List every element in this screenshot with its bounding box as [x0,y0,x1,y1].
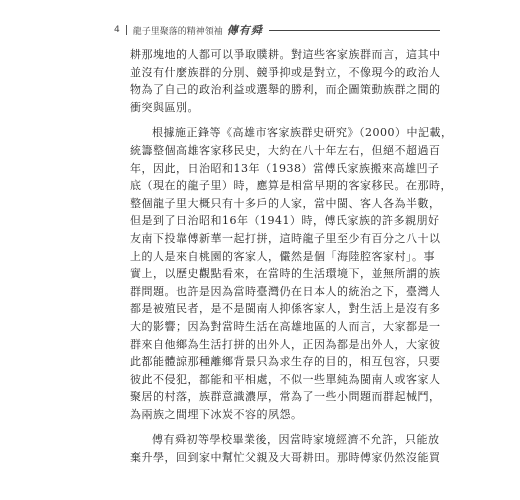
text-line: 衝突與區別。 [130,100,199,114]
text-line: 聚居的村落，族群意識濃厚，常為了一些小問題而群起械鬥， [130,390,441,404]
text-line: 年，因此，日治昭和13年（1938）當傅氏家族搬來高雄凹子 [130,161,440,175]
text-line: 此都能體諒那種離鄉背景只為求生存的目的，相互包容，只要 [130,355,441,369]
text-line: 棄升學，回到家中幫忙父親及大哥耕田。那時傅家仍然沒能買 [130,451,441,465]
text-line: 群問題。也許是因為當時臺灣仍在日本人的統治之下，臺灣人 [130,284,441,298]
text-line: 友南下投靠傅新華一起打拼，這時龍子里至少有百分之八十以 [130,231,441,245]
text-line: 大的影響；因為對當時生活在高雄地區的人而言，大家都是一 [130,319,441,333]
paragraph-1 [130,46,441,116]
text-line: 傅有舜初等學校畢業後，因當時家境經濟不允許，只能放 [152,433,440,447]
text-line: 耕那塊地的人都可以爭取贌耕。對這些客家族群而言，這其中 [130,48,441,61]
text-line: 群來自他鄉為生活打拼的出外人，正因為都是出外人，大家彼 [130,337,441,351]
text-line: 實上，以歷史觀點看來，在當時的生活環境下，並無所謂的族 [130,267,441,281]
text-line: 為兩族之間埋下冰炭不容的夙怨。 [130,407,303,421]
paragraph-3 [130,431,441,466]
text-line: 上的人是來自桃園的客家人，儼然是個「海陸腔客家村」。事 [130,249,435,263]
text-line: 並沒有什麼族群的分別、競爭抑或是對立，不像現今的政治人 [130,65,441,79]
header-rule [269,30,440,31]
paragraph-2 [130,124,453,423]
text-line: 整個龍子里大概只有十多戶的人家，當中閩、客人各為半數， [130,196,441,210]
body-text [130,46,453,475]
running-header [114,20,440,40]
page-number: 4 [114,25,120,35]
text-line: 但是到了日治昭和16年（1941）時，傅氏家族的許多親朋好 [130,214,440,228]
text-line: 物為了自己的政治利益或選舉的勝利，而企圖策動族群之間的 [130,83,441,97]
text-line: 底（現在的龍子里）時，應算是相當早期的客家移民。在那時， [130,179,452,193]
text-line: 都是被殖民者，是不是閩南人抑係客家人，對生活上是沒有多 [130,302,441,316]
text-line: 統籌整個高雄客家移民史，大約在八十年左右，但絕不超過百 [130,143,441,157]
book-title: 龍子里聚落的精神領袖 [132,26,223,37]
text-line: 根據施正鋒等《高雄市客家族群史研究》（2000）中記載， [152,126,453,140]
person-name-calligraphy: 傳有舜 [226,24,263,37]
text-line: 彼此不侵犯，都能和平相處，不似一些單純為閩南人或客家人 [130,372,441,386]
header-separator [126,25,127,35]
